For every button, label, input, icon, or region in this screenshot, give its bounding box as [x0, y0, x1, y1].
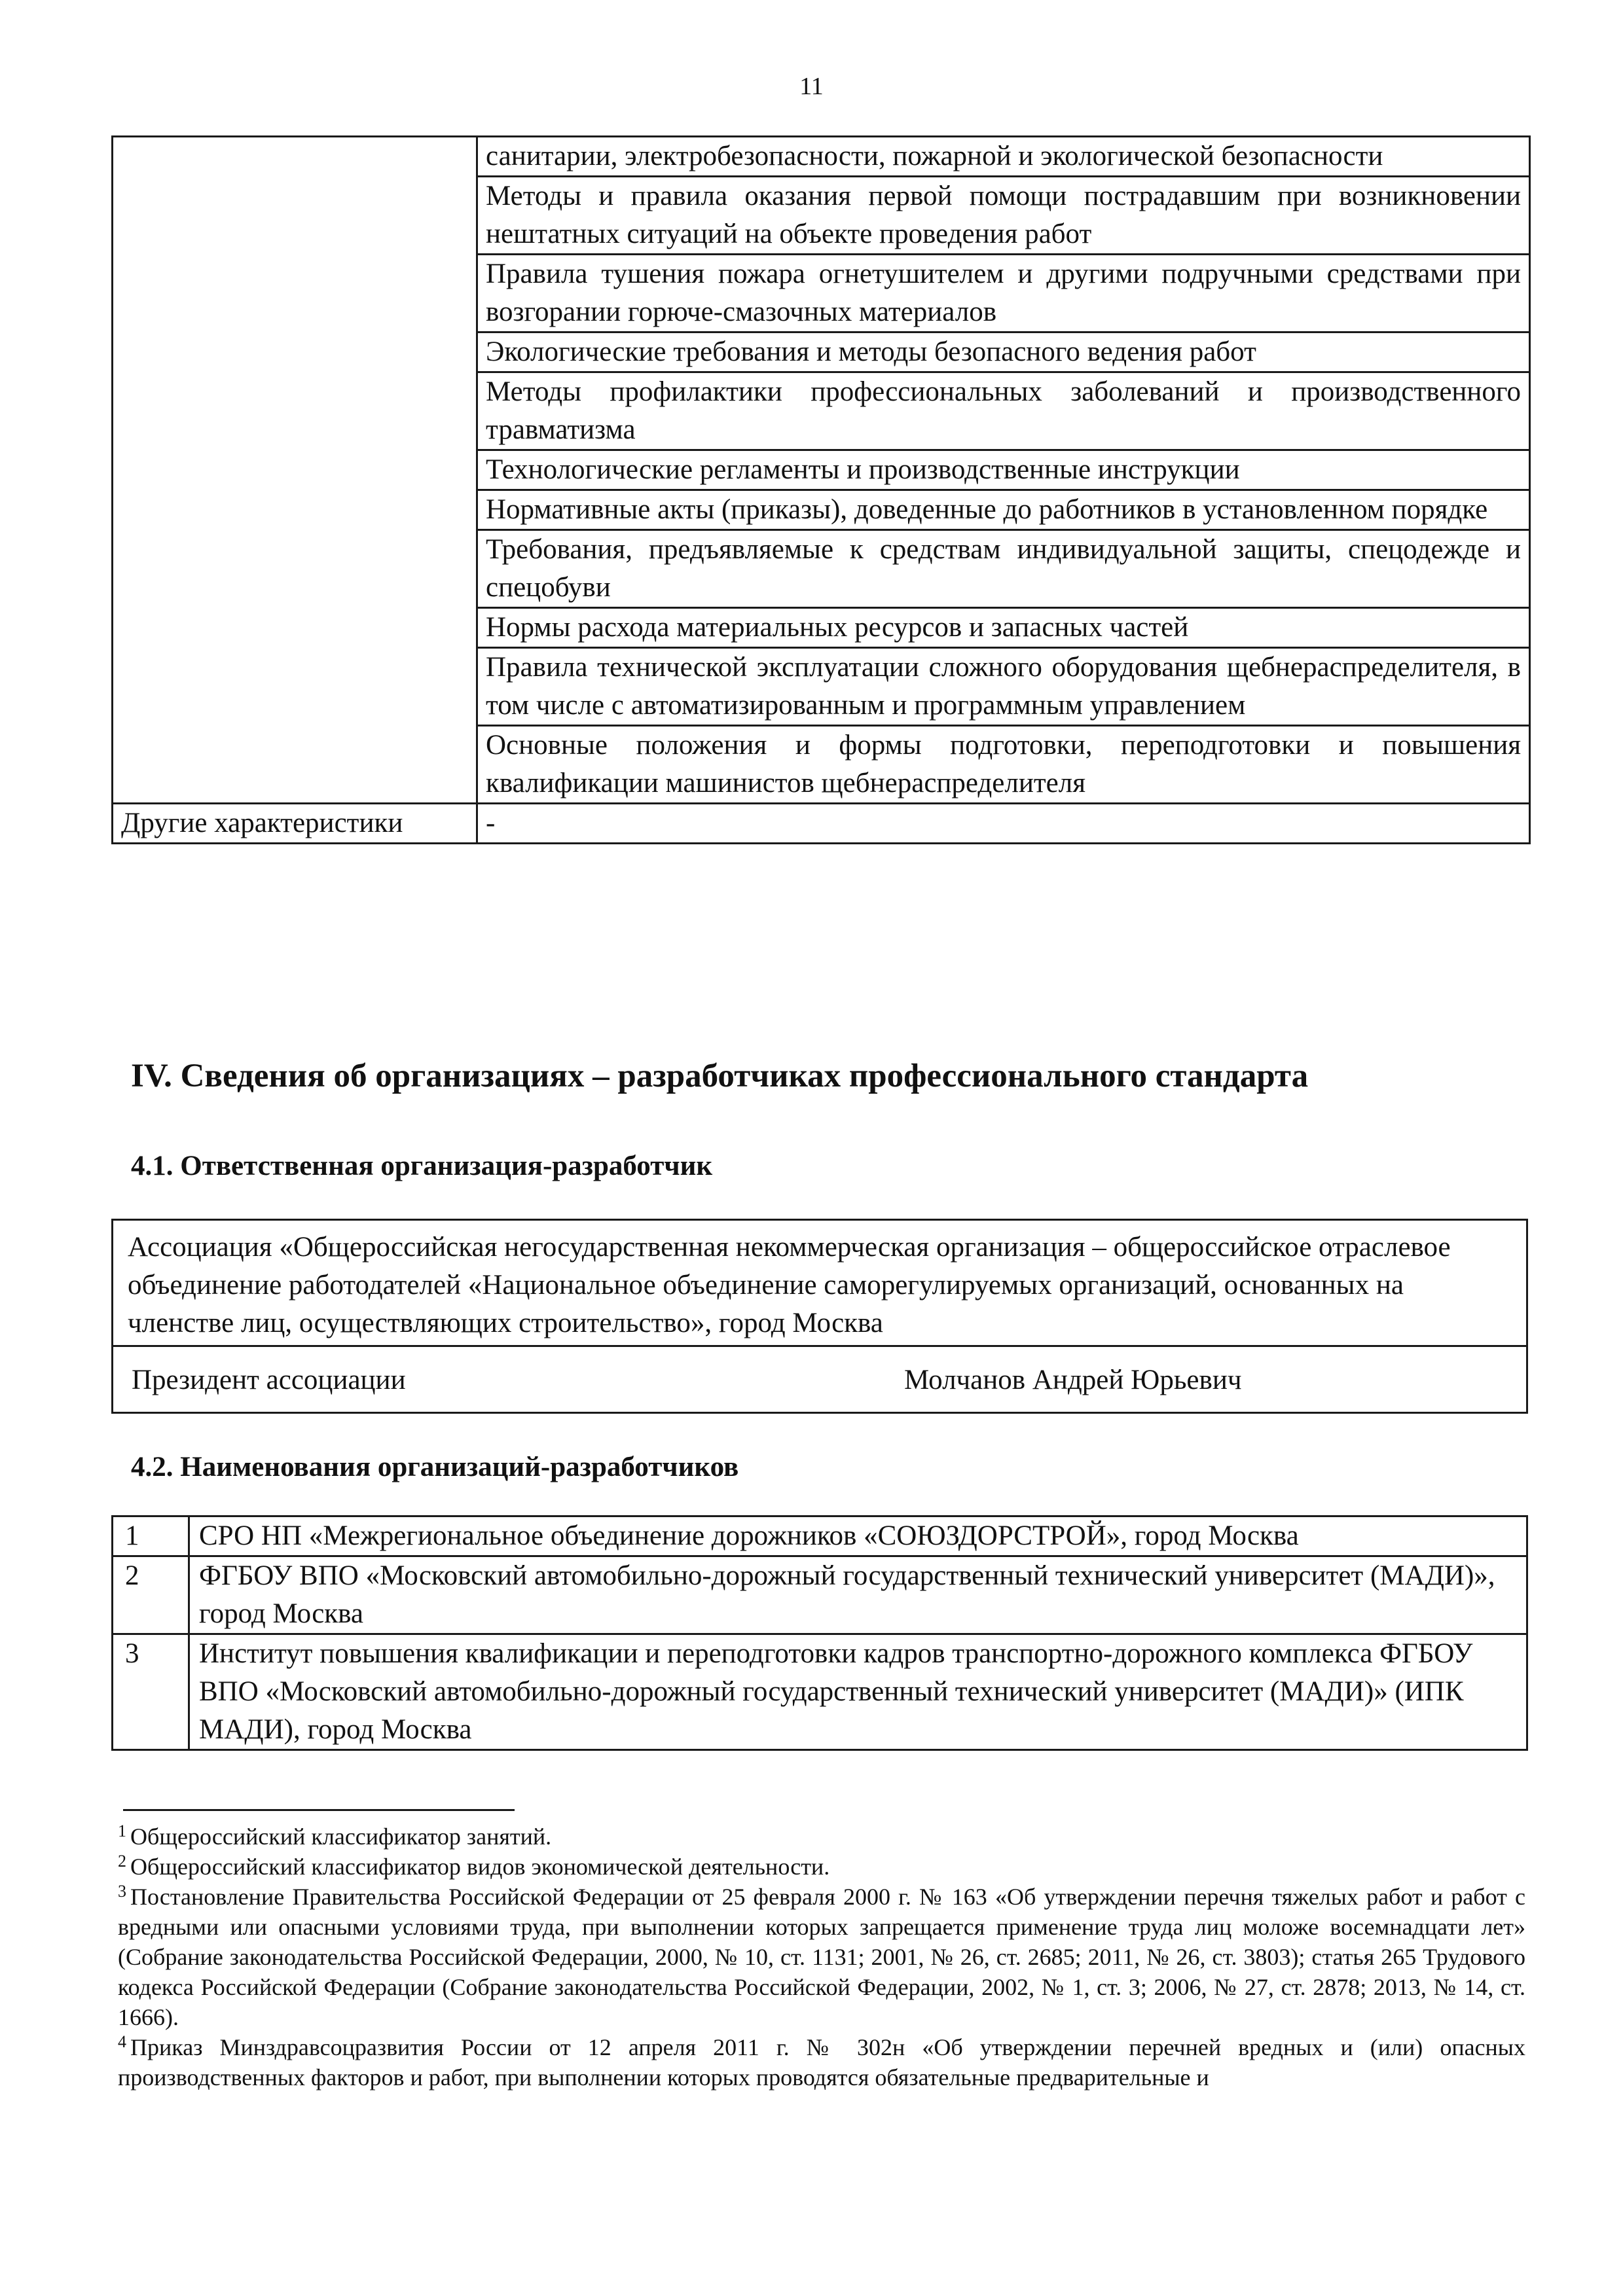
knowledge-item: Нормативные акты (приказы), доведенные до работников в установленном порядке [477, 490, 1530, 530]
signatory-name: Молчанов Андрей Юрьевич [904, 1365, 1242, 1395]
footnote-text: Постановление Правительства Российской Федерации от 25 февраля 2000 г. № 163 «Об утверждении перечня тяжелых работ и работ с вредными или опасными условиями труда, при выполнении которых запрещается применение труда лиц моложе восемнадцати лет» (Собрание законодательства Российской Федерации, 2000, № 10, ст. 1131; 2001, № 26, ст. 2685; 2011, № 26, ст. 3803); статья 265 Трудового кодекса Российской Федерации (Собрание законодательства Российской Федерации, 2002, № 1, ст. 3; 2006, № 27, ст. 2878; 2013, № 14, ст. 1666). [118, 1884, 1525, 2030]
table-cell-empty [113, 137, 477, 804]
other-characteristics-label: Другие характеристики [113, 804, 477, 844]
organization-name: ФГБОУ ВПО «Московский автомобильно-дорожный государственный технический университет (МАДИ)», город Москва [189, 1556, 1527, 1634]
footnote [118, 1852, 1525, 1882]
knowledge-item: Экологические требования и методы безопасного ведения работ [477, 332, 1530, 372]
subsection-title-developers: 4.2. Наименования организаций-разработчиков [131, 1452, 739, 1482]
subsection-title-responsible: 4.1. Ответственная организация-разработчик [131, 1151, 713, 1181]
knowledge-item: Правила тушения пожара огнетушителем и другими подручными средствами при возгорании горюче-смазочных материалов [477, 255, 1530, 332]
knowledge-item: Технологические регламенты и производственные инструкции [477, 450, 1530, 490]
footnote [118, 1821, 1525, 1852]
table-row [113, 137, 1530, 177]
table-row [113, 804, 1530, 844]
footnote-mark: 4 [118, 2032, 126, 2051]
signatory-row [113, 1347, 1526, 1412]
knowledge-item: санитарии, электробезопасности, пожарной и экологической безопасности [477, 137, 1530, 177]
footnote [118, 1882, 1525, 2032]
footnote-mark: 2 [118, 1852, 126, 1871]
page-number: 11 [799, 73, 824, 100]
footnote-text: Приказ Минздравсоцразвития России от 12 апреля 2011 г. № 302н «Об утверждении перечней вредных и (или) опасных производственных факторов и работ, при выполнении которых проводятся обязательные предварительные и [118, 2034, 1525, 2090]
other-characteristics-value: - [477, 804, 1530, 844]
row-number: 2 [113, 1556, 189, 1634]
footnotes [118, 1821, 1525, 2092]
footnote-text: Общероссийский классификатор видов экономической деятельности. [130, 1854, 830, 1880]
row-number: 3 [113, 1634, 189, 1750]
row-number: 1 [113, 1516, 189, 1556]
knowledge-item: Основные положения и формы подготовки, переподготовки и повышения квалификации машинистов щебнераспределителя [477, 726, 1530, 804]
signatory-role: Президент ассоциации [132, 1365, 406, 1395]
table-row [113, 1556, 1527, 1634]
knowledge-item: Методы и правила оказания первой помощи пострадавшим при возникновении нештатных ситуаций на объекте проведения работ [477, 177, 1530, 255]
organization-name: Ассоциация «Общероссийская негосударственная некоммерческая организация – общероссийское отраслевое объединение работодателей «Национальное объединение саморегулируемых организаций, основанных на членстве лиц, осуществляющих строительство», город Москва [128, 1232, 1451, 1338]
organization-name: Институт повышения квалификации и переподготовки кадров транспортно-дорожного комплекса ФГБОУ ВПО «Московский автомобильно-дорожный государственный технический университет (МАДИ)» (ИПК МАДИ), город Москва [189, 1634, 1527, 1750]
table-row [113, 1516, 1527, 1556]
knowledge-item: Нормы расхода материальных ресурсов и запасных частей [477, 608, 1530, 648]
knowledge-item: Требования, предъявляемые к средствам индивидуальной защиты, спецодежде и спецобуви [477, 530, 1530, 608]
responsible-organization-box [111, 1219, 1528, 1414]
knowledge-item: Методы профилактики профессиональных заболеваний и производственного травматизма [477, 372, 1530, 450]
knowledge-item: Правила технической эксплуатации сложного оборудования щебнераспределителя, в том числе с автоматизированным и программным управлением [477, 648, 1530, 726]
developers-table [111, 1515, 1528, 1751]
footnote-mark: 3 [118, 1882, 126, 1901]
organization-name: СРО НП «Межрегиональное объединение дорожников «СОЮЗДОРСТРОЙ», город Москва [189, 1516, 1527, 1556]
footnote-separator [123, 1809, 515, 1811]
section-title: IV. Сведения об организациях – разработчиках профессионального стандарта [131, 1058, 1309, 1094]
footnote [118, 2032, 1525, 2092]
knowledge-table [111, 135, 1531, 844]
table-row [113, 1634, 1527, 1750]
footnote-text: Общероссийский классификатор занятий. [130, 1823, 552, 1850]
footnote-mark: 1 [118, 1821, 126, 1840]
